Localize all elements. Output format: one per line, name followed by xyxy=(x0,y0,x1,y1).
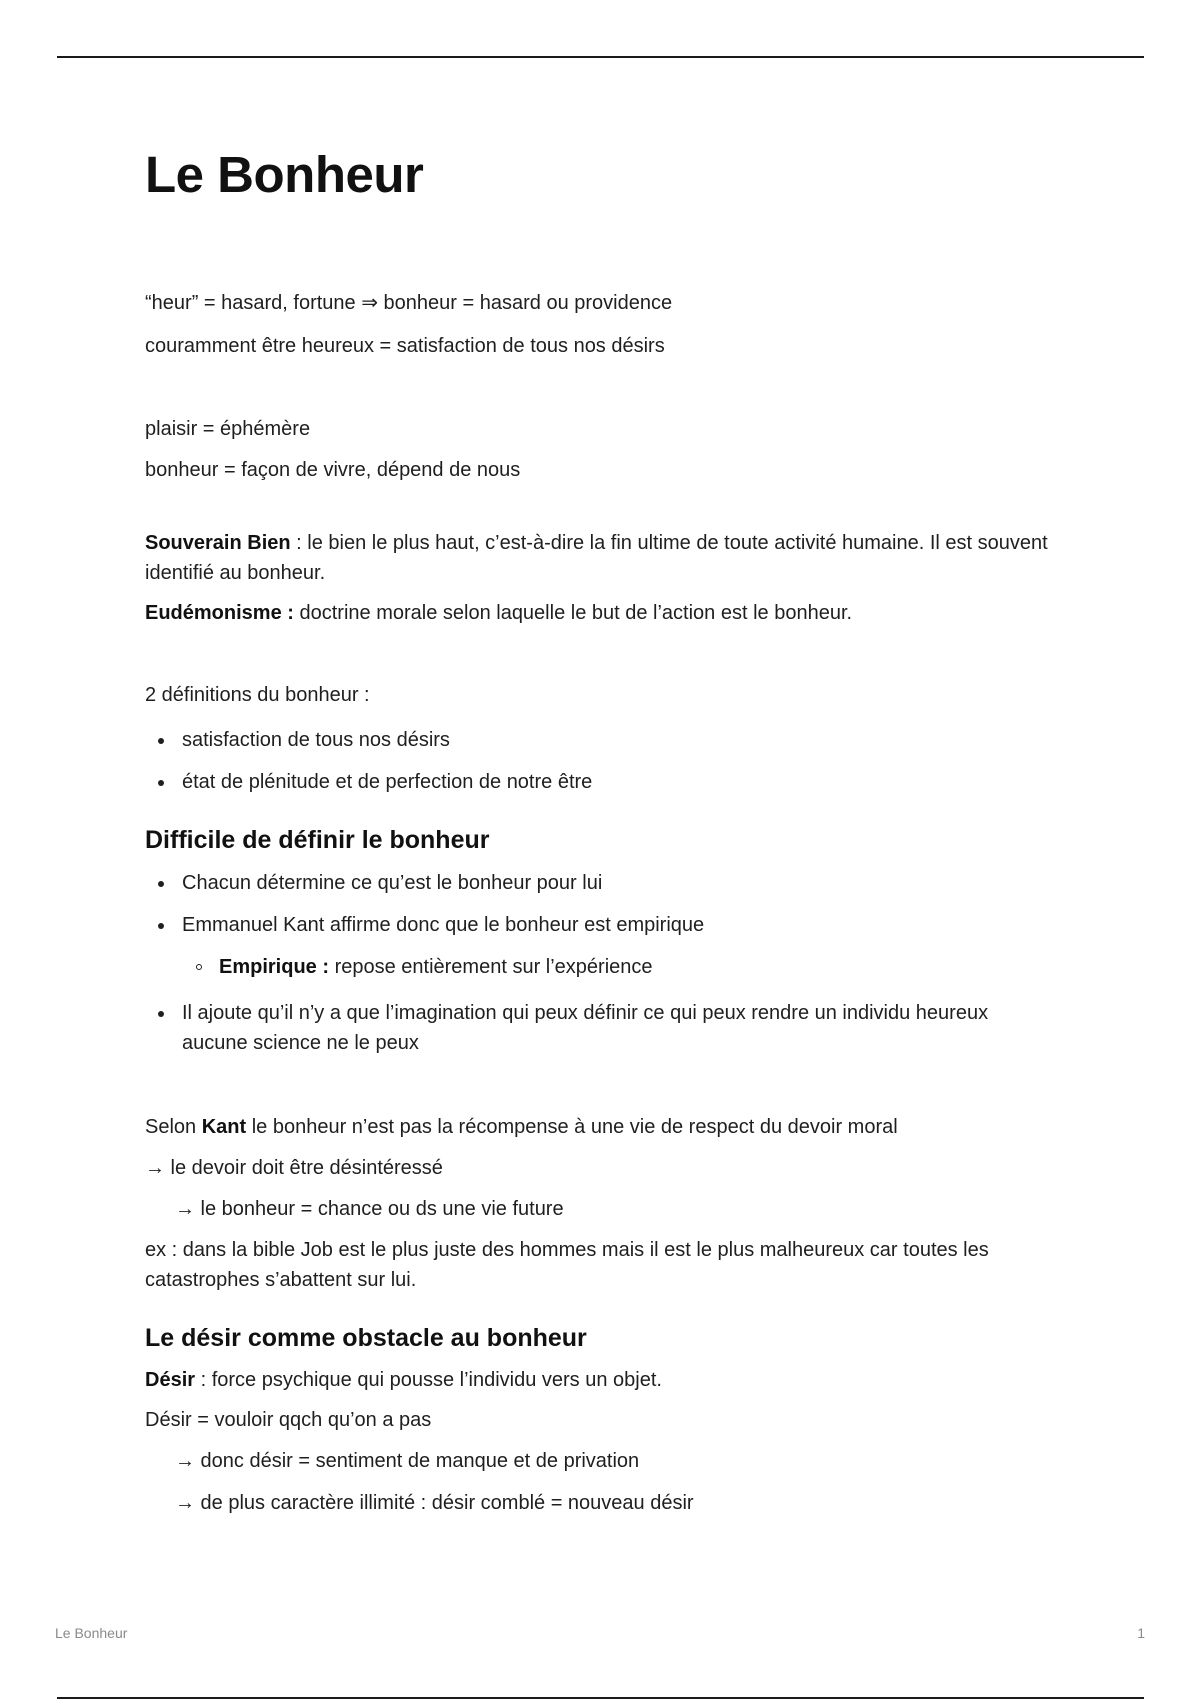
desir-line-2: Désir = vouloir qqch qu’on a pas xyxy=(145,1409,432,1431)
list-item: satisfaction de tous nos désirs xyxy=(145,725,1075,755)
top-rule xyxy=(57,56,1144,58)
intro-line-3: plaisir = éphémère xyxy=(145,418,311,440)
kant-statement xyxy=(145,1112,1075,1142)
sub-list-item xyxy=(182,952,1075,982)
kant-arrow-1: → le devoir doit être désintéressé xyxy=(145,1157,443,1179)
kant-name: Kant xyxy=(201,1116,247,1138)
two-definitions-label: 2 définitions du bonheur : xyxy=(145,684,370,706)
kant-suffix: le bonheur n’est pas la récompense à une vie de respect du devoir moral xyxy=(246,1116,898,1138)
term-eudemonisme: Eudémonisme : xyxy=(145,602,294,624)
term-souverain-bien: Souverain Bien xyxy=(145,532,291,554)
intro-line-4: bonheur = façon de vivre, dépend de nous xyxy=(145,459,521,481)
desir-arrow-2: → de plus caractère illimité : désir comblé = nouveau désir xyxy=(175,1492,694,1514)
term-empirique: Empirique : xyxy=(219,956,330,978)
desir-arrow-1: → donc désir = sentiment de manque et de privation xyxy=(175,1450,640,1472)
list-item: Il ajoute qu’il n’y a que l’imagination qui peux définir ce qui peux rendre un individu heureux aucune science ne le peux xyxy=(145,998,1025,1058)
section-heading-desir: Le désir comme obstacle au bonheur xyxy=(145,1324,587,1352)
list-item: état de plénitude et de perfection de notre être xyxy=(145,767,1075,797)
bottom-rule xyxy=(57,1697,1144,1699)
definition-desir xyxy=(145,1365,1075,1395)
term-desir: Désir xyxy=(145,1369,196,1391)
definition-souverain-bien xyxy=(145,528,1075,588)
kant-arrow-2: → le bonheur = chance ou ds une vie future xyxy=(175,1198,564,1220)
intro-line-1: “heur” = hasard, fortune ⇒ bonheur = hasard ou providence xyxy=(145,292,673,314)
footer-title: Le Bonheur xyxy=(55,1625,128,1641)
kant-example: ex : dans la bible Job est le plus juste des hommes mais il est le plus malheureux car toutes les catastrophes s’abattent sur lui. xyxy=(145,1239,989,1291)
page-title: Le Bonheur xyxy=(145,146,424,203)
definition-desir-text: : force psychique qui pousse l’individu vers un objet. xyxy=(195,1369,662,1391)
list-item: Chacun détermine ce qu’est le bonheur pour lui xyxy=(145,868,1075,898)
list-item: Emmanuel Kant affirme donc que le bonheur est empirique xyxy=(145,910,1075,940)
intro-line-2: couramment être heureux = satisfaction de tous nos désirs xyxy=(145,335,665,357)
definition-eudemonisme-text: doctrine morale selon laquelle le but de l’action est le bonheur. xyxy=(293,602,853,624)
page-header xyxy=(145,140,1075,210)
page-number: 1 xyxy=(1137,1625,1145,1641)
definition-eudemonisme xyxy=(145,598,1075,628)
definition-souverain-text: : le bien le plus haut, c’est-à-dire la fin ultime de toute activité humaine. Il est souvent identifié au bonheur. xyxy=(145,532,1048,584)
definition-empirique-text: repose entièrement sur l’expérience xyxy=(329,956,653,978)
section-heading-difficile: Difficile de définir le bonheur xyxy=(145,826,490,854)
kant-prefix: Selon xyxy=(145,1116,202,1138)
